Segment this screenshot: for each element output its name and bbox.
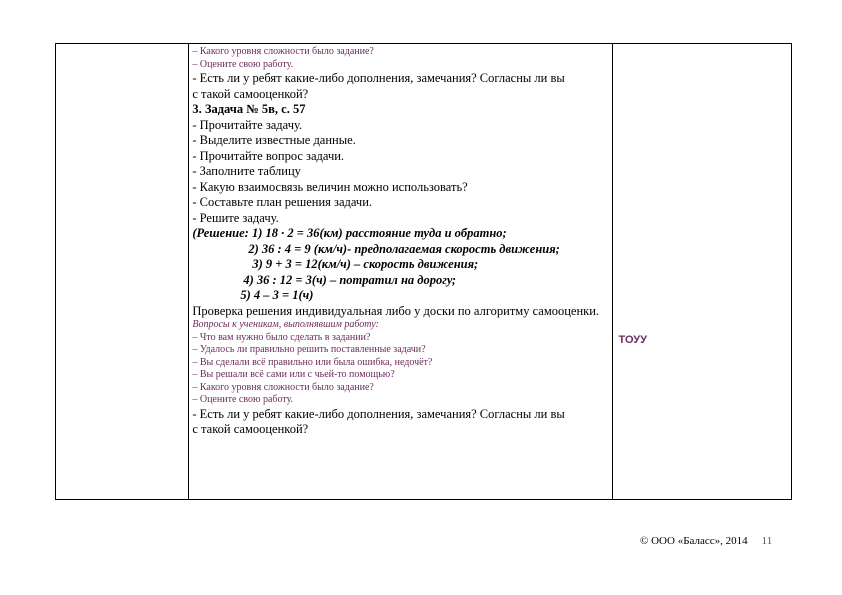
solution-step-2: 2) 36 : 4 = 9 (км/ч)- предполагаемая скорость движения; (248, 241, 560, 256)
solution-step-1: 1) 18 · 2 = 36(км) расстояние туда и обратно; (248, 226, 507, 240)
page-footer (640, 535, 772, 547)
right-cell (612, 44, 792, 500)
main-cell (189, 44, 612, 500)
step-plan: - Составьте план решения задачи. (192, 195, 373, 209)
additions-question-1b: с такой самооценкой? (192, 86, 309, 101)
step-question: - Прочитайте вопрос задачи. (192, 148, 345, 163)
additions-question-1a: - Есть ли у ребят какие-либо дополнения, замечания? Согласны ли вы (192, 71, 565, 85)
toyy-label: ТОУУ (618, 334, 647, 346)
question-solved: – Удалось ли правильно решить поставленные задачи? (192, 344, 426, 355)
question-correct: – Вы сделали всё правильно или была ошибка, недочёт? (192, 356, 433, 368)
question-need: – Что вам нужно было сделать в задании? (192, 331, 371, 343)
additions-question-2a: - Есть ли у ребят какие-либо дополнения, замечания? Согласны ли вы (192, 406, 565, 421)
page-number: 11 (761, 535, 773, 547)
questions-heading: Вопросы к ученикам, выполнявшим работу: (192, 319, 379, 330)
task-heading: 3. Задача № 5в, с. 57 (192, 102, 306, 116)
lesson-table (55, 43, 792, 500)
additions-question-2b: с такой самооценкой? (192, 422, 309, 436)
table-row (56, 44, 792, 500)
step-solve: - Решите задачу. (192, 210, 279, 225)
question-level-top: – Какого уровня сложности было задание? (192, 46, 374, 57)
step-read: - Прочитайте задачу. (192, 117, 303, 132)
solution-step-4: 4) 36 : 12 = 3(ч) – потратил на дорогу; (243, 272, 457, 287)
solution-step-5: 5) 4 – 3 = 1(ч) (240, 288, 314, 302)
solution-line-1 (192, 226, 607, 242)
solution-step-3: 3) 9 + 3 = 12(км/ч) – скорость движения; (252, 257, 479, 271)
question-evaluate: – Оцените свою работу. (192, 394, 294, 405)
solution-label: (Решение: (192, 226, 249, 240)
left-cell (56, 44, 189, 500)
question-evaluate-top: – Оцените свою работу. (192, 58, 294, 70)
check-text: Проверка решения индивидуальная либо у доски по алгоритму самооценки. (192, 303, 600, 318)
question-self: – Вы решали всё сами или с чьей-то помощью? (192, 369, 395, 380)
step-relation: - Какую взаимосвязь величин можно использовать? (192, 179, 468, 194)
step-table: - Заполните таблицу (192, 164, 301, 178)
copyright-text: © ООО «Баласс», 2014 (640, 535, 748, 547)
step-highlight: - Выделите известные данные. (192, 133, 356, 147)
question-level: – Какого уровня сложности было задание? (192, 381, 374, 393)
